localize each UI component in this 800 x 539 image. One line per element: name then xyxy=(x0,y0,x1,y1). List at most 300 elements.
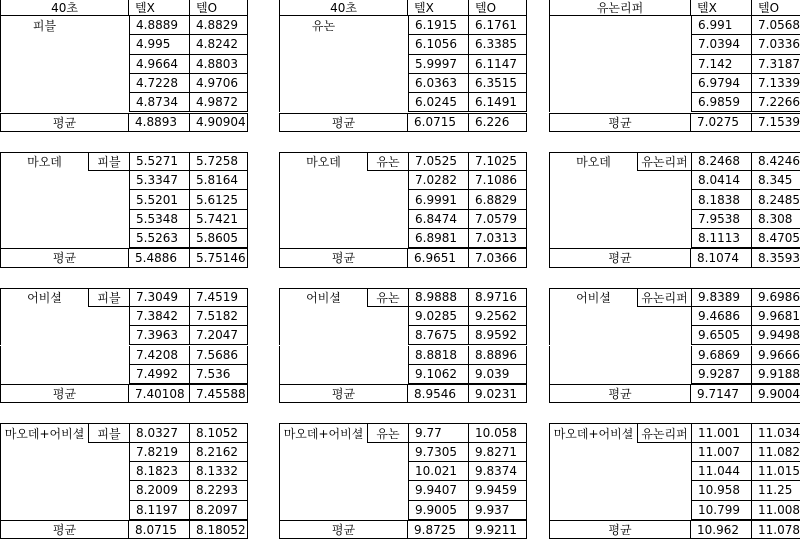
value-cell-o[interactable]: 10.058 xyxy=(469,423,527,442)
category-cell[interactable] xyxy=(0,443,88,462)
value-cell-x[interactable]: 9.1062 xyxy=(408,365,469,384)
value-cell-x[interactable]: 5.3347 xyxy=(129,171,190,190)
average-value-x[interactable]: 8.1074 xyxy=(691,248,752,267)
table-row xyxy=(0,423,248,442)
value-cell-o[interactable]: 8.9592 xyxy=(469,326,527,345)
value-cell-x[interactable]: 10.958 xyxy=(691,481,752,500)
value-cell-o[interactable]: 11.034 xyxy=(752,423,800,442)
category-cell[interactable] xyxy=(0,35,88,54)
value-cell-x[interactable]: 4.8889 xyxy=(129,16,190,35)
value-cell-o[interactable]: 7.0568 xyxy=(752,16,800,35)
sub-category-cell[interactable] xyxy=(88,326,129,345)
sub-category-cell[interactable] xyxy=(367,55,408,74)
value-cell-x[interactable]: 7.0525 xyxy=(408,152,469,171)
value-cell-o[interactable]: 5.6125 xyxy=(190,190,248,209)
sub-category-cell[interactable] xyxy=(367,307,408,326)
average-label-cell[interactable]: 평균 xyxy=(279,520,408,539)
value-cell-o[interactable]: 7.0336 xyxy=(752,35,800,54)
value-cell-o[interactable]: 7.536 xyxy=(190,365,248,384)
sub-category-cell[interactable] xyxy=(637,16,691,35)
value-cell-o[interactable]: 9.9459 xyxy=(469,481,527,500)
sub-category-cell[interactable]: 유논리퍼 xyxy=(637,423,691,442)
table-row xyxy=(549,462,800,481)
average-label-cell[interactable]: 평균 xyxy=(279,248,408,267)
category-cell[interactable] xyxy=(549,93,637,112)
sub-category-cell[interactable] xyxy=(367,501,408,520)
value-cell-x[interactable]: 10.021 xyxy=(408,462,469,481)
average-value-o[interactable]: 9.9004 xyxy=(752,384,800,403)
sub-category-cell[interactable] xyxy=(88,35,129,54)
average-value-x[interactable]: 4.8893 xyxy=(129,113,190,132)
category-cell[interactable] xyxy=(279,35,367,54)
category-cell[interactable]: 유논 xyxy=(279,16,367,35)
value-cell-x[interactable]: 5.9997 xyxy=(408,55,469,74)
header-col-x[interactable]: 텔X xyxy=(129,0,190,16)
category-cell[interactable] xyxy=(279,55,367,74)
average-value-o[interactable]: 6.226 xyxy=(469,113,527,132)
table-row xyxy=(279,365,527,384)
value-cell-x[interactable]: 7.3049 xyxy=(129,288,190,307)
category-cell[interactable] xyxy=(549,74,637,93)
value-cell-x[interactable]: 9.6505 xyxy=(691,326,752,345)
value-cell-x[interactable]: 4.8734 xyxy=(129,93,190,112)
sub-category-cell[interactable] xyxy=(88,210,129,229)
value-cell-x[interactable]: 4.7228 xyxy=(129,74,190,93)
average-label-cell[interactable]: 평균 xyxy=(549,113,691,132)
sub-category-cell[interactable] xyxy=(637,171,691,190)
value-cell-o[interactable]: 11.082 xyxy=(752,443,800,462)
value-cell-x[interactable]: 9.9407 xyxy=(408,481,469,500)
average-value-o[interactable]: 8.3593 xyxy=(752,248,800,267)
average-label-cell[interactable]: 평균 xyxy=(549,248,691,267)
value-cell-o[interactable]: 9.9498 xyxy=(752,326,800,345)
category-cell[interactable] xyxy=(279,74,367,93)
value-cell-o[interactable]: 8.345 xyxy=(752,171,800,190)
value-cell-x[interactable]: 8.0327 xyxy=(129,423,190,442)
category-cell[interactable] xyxy=(0,462,88,481)
sub-category-cell[interactable] xyxy=(88,16,129,35)
average-label-cell[interactable]: 평균 xyxy=(0,113,129,132)
sub-category-cell[interactable] xyxy=(637,443,691,462)
average-label-cell[interactable]: 평균 xyxy=(279,384,408,403)
average-label-cell[interactable]: 평균 xyxy=(0,248,129,267)
category-cell[interactable] xyxy=(279,171,367,190)
value-cell-x[interactable]: 9.4686 xyxy=(691,307,752,326)
category-cell[interactable]: 마오데+어비셜 xyxy=(279,423,367,442)
average-value-x[interactable]: 9.7147 xyxy=(691,384,752,403)
value-cell-x[interactable]: 8.1113 xyxy=(691,229,752,248)
sub-category-cell[interactable] xyxy=(88,501,129,520)
value-cell-x[interactable]: 8.1823 xyxy=(129,462,190,481)
value-cell-o[interactable]: 8.2293 xyxy=(190,481,248,500)
category-cell[interactable] xyxy=(0,365,88,384)
category-cell[interactable] xyxy=(279,346,367,365)
sub-category-cell[interactable] xyxy=(367,210,408,229)
category-cell[interactable]: 피블 xyxy=(0,16,88,35)
value-cell-o[interactable]: 6.1491 xyxy=(469,93,527,112)
value-cell-o[interactable]: 7.5686 xyxy=(190,346,248,365)
sub-category-cell[interactable] xyxy=(367,190,408,209)
header-col-o[interactable]: 텔O xyxy=(752,0,800,16)
category-cell[interactable] xyxy=(279,307,367,326)
sub-category-cell[interactable]: 유논 xyxy=(367,152,408,171)
sub-category-cell[interactable] xyxy=(367,346,408,365)
table-row xyxy=(279,462,527,481)
category-cell[interactable]: 어비셜 xyxy=(549,288,637,307)
value-cell-x[interactable]: 6.8474 xyxy=(408,210,469,229)
category-cell[interactable] xyxy=(0,190,88,209)
table-row xyxy=(0,190,248,209)
value-cell-x[interactable]: 7.0394 xyxy=(691,35,752,54)
value-cell-o[interactable]: 5.8605 xyxy=(190,229,248,248)
sub-category-cell[interactable] xyxy=(637,501,691,520)
sub-category-cell[interactable] xyxy=(637,307,691,326)
category-cell[interactable] xyxy=(549,229,637,248)
header-col-x[interactable]: 텔X xyxy=(691,0,752,16)
category-cell[interactable] xyxy=(549,307,637,326)
sub-category-cell[interactable] xyxy=(367,462,408,481)
value-cell-x[interactable]: 6.8981 xyxy=(408,229,469,248)
average-value-o[interactable]: 7.0366 xyxy=(469,248,527,267)
value-cell-x[interactable]: 8.1197 xyxy=(129,501,190,520)
value-cell-o[interactable]: 7.2266 xyxy=(752,93,800,112)
value-cell-o[interactable]: 7.2047 xyxy=(190,326,248,345)
sub-category-cell[interactable] xyxy=(637,481,691,500)
sub-category-cell[interactable] xyxy=(88,365,129,384)
category-cell[interactable] xyxy=(0,171,88,190)
sub-category-cell[interactable] xyxy=(367,171,408,190)
sub-category-cell[interactable] xyxy=(637,55,691,74)
category-cell[interactable] xyxy=(549,190,637,209)
average-row xyxy=(549,113,800,132)
category-cell[interactable] xyxy=(0,346,88,365)
value-cell-x[interactable]: 6.991 xyxy=(691,16,752,35)
average-value-o[interactable]: 11.078 xyxy=(752,520,800,539)
value-cell-x[interactable]: 8.2468 xyxy=(691,152,752,171)
sub-category-cell[interactable] xyxy=(367,443,408,462)
category-cell[interactable] xyxy=(279,210,367,229)
sub-category-cell[interactable]: 피블 xyxy=(88,152,129,171)
average-value-x[interactable]: 10.962 xyxy=(691,520,752,539)
sub-category-cell[interactable] xyxy=(637,35,691,54)
value-cell-x[interactable]: 7.0282 xyxy=(408,171,469,190)
average-value-o[interactable]: 7.45588 xyxy=(190,384,248,403)
value-cell-o[interactable]: 5.7258 xyxy=(190,152,248,171)
sub-category-cell[interactable] xyxy=(367,365,408,384)
category-cell[interactable] xyxy=(549,501,637,520)
sub-category-cell[interactable] xyxy=(367,16,408,35)
value-cell-x[interactable]: 9.6869 xyxy=(691,346,752,365)
value-cell-x[interactable]: 6.0363 xyxy=(408,74,469,93)
value-cell-o[interactable]: 7.4519 xyxy=(190,288,248,307)
average-value-x[interactable]: 5.4886 xyxy=(129,248,190,267)
average-label-cell[interactable]: 평균 xyxy=(549,384,691,403)
sub-category-cell[interactable] xyxy=(637,462,691,481)
category-cell[interactable] xyxy=(0,501,88,520)
sub-category-cell[interactable] xyxy=(637,210,691,229)
value-cell-x[interactable]: 9.9287 xyxy=(691,365,752,384)
average-value-x[interactable]: 7.40108 xyxy=(129,384,190,403)
value-cell-x[interactable]: 4.995 xyxy=(129,35,190,54)
value-cell-o[interactable]: 9.8271 xyxy=(469,443,527,462)
category-cell[interactable]: 마오데 xyxy=(0,152,88,171)
category-cell[interactable] xyxy=(549,326,637,345)
value-cell-x[interactable]: 5.5271 xyxy=(129,152,190,171)
average-label-cell[interactable]: 평균 xyxy=(0,520,129,539)
sub-category-cell[interactable] xyxy=(637,229,691,248)
average-value-x[interactable]: 9.8725 xyxy=(408,520,469,539)
category-cell[interactable] xyxy=(279,229,367,248)
header-col-o[interactable]: 텔O xyxy=(469,0,527,16)
sub-category-cell[interactable] xyxy=(88,307,129,326)
value-cell-x[interactable]: 5.5263 xyxy=(129,229,190,248)
sub-category-cell[interactable]: 유논리퍼 xyxy=(637,152,691,171)
category-cell[interactable] xyxy=(549,171,637,190)
value-cell-o[interactable]: 4.9872 xyxy=(190,93,248,112)
value-cell-o[interactable]: 9.039 xyxy=(469,365,527,384)
value-cell-x[interactable]: 8.9888 xyxy=(408,288,469,307)
category-cell[interactable] xyxy=(279,481,367,500)
average-label-cell[interactable]: 평균 xyxy=(0,384,129,403)
category-cell[interactable] xyxy=(549,55,637,74)
sub-category-cell[interactable] xyxy=(367,229,408,248)
value-cell-x[interactable]: 8.8818 xyxy=(408,346,469,365)
value-cell-x[interactable]: 5.5348 xyxy=(129,210,190,229)
sub-category-cell[interactable] xyxy=(367,326,408,345)
table-row xyxy=(0,35,248,54)
table-row xyxy=(549,288,800,307)
sub-category-cell[interactable] xyxy=(637,93,691,112)
category-cell[interactable]: 마오데 xyxy=(549,152,637,171)
value-cell-o[interactable]: 7.1086 xyxy=(469,171,527,190)
value-cell-o[interactable]: 8.1332 xyxy=(190,462,248,481)
value-cell-x[interactable]: 7.4992 xyxy=(129,365,190,384)
value-cell-o[interactable]: 7.0313 xyxy=(469,229,527,248)
value-cell-o[interactable]: 6.1761 xyxy=(469,16,527,35)
average-label-cell[interactable]: 평균 xyxy=(279,113,408,132)
value-cell-x[interactable]: 6.9859 xyxy=(691,93,752,112)
table-row xyxy=(279,443,527,462)
value-cell-o[interactable]: 4.8803 xyxy=(190,55,248,74)
average-row xyxy=(549,520,800,539)
value-cell-o[interactable]: 9.8374 xyxy=(469,462,527,481)
category-cell[interactable] xyxy=(0,229,88,248)
category-cell[interactable] xyxy=(0,307,88,326)
value-cell-o[interactable]: 8.4246 xyxy=(752,152,800,171)
sub-category-cell[interactable] xyxy=(367,481,408,500)
sub-category-cell[interactable] xyxy=(88,481,129,500)
value-cell-x[interactable]: 6.9991 xyxy=(408,190,469,209)
category-cell[interactable] xyxy=(279,365,367,384)
category-cell[interactable] xyxy=(549,35,637,54)
average-label-cell[interactable]: 평균 xyxy=(549,520,691,539)
sub-category-cell[interactable] xyxy=(88,462,129,481)
table-row xyxy=(549,93,800,112)
category-cell[interactable] xyxy=(279,443,367,462)
category-cell[interactable] xyxy=(279,190,367,209)
value-cell-x[interactable]: 7.4208 xyxy=(129,346,190,365)
header-label-cell[interactable]: 40초 xyxy=(279,0,408,16)
value-cell-o[interactable]: 4.9706 xyxy=(190,74,248,93)
value-cell-o[interactable]: 7.3187 xyxy=(752,55,800,74)
value-cell-x[interactable]: 5.5201 xyxy=(129,190,190,209)
value-cell-o[interactable]: 5.7421 xyxy=(190,210,248,229)
value-cell-o[interactable]: 8.4705 xyxy=(752,229,800,248)
category-cell[interactable] xyxy=(549,346,637,365)
value-cell-o[interactable]: 8.1052 xyxy=(190,423,248,442)
average-value-o[interactable]: 9.9211 xyxy=(469,520,527,539)
value-cell-o[interactable]: 5.8164 xyxy=(190,171,248,190)
value-cell-x[interactable]: 8.7675 xyxy=(408,326,469,345)
value-cell-x[interactable]: 6.9794 xyxy=(691,74,752,93)
value-cell-x[interactable]: 7.8219 xyxy=(129,443,190,462)
value-cell-o[interactable]: 8.2485 xyxy=(752,190,800,209)
category-cell[interactable]: 마오데+어비셜 xyxy=(549,423,637,442)
value-cell-o[interactable]: 11.015 xyxy=(752,462,800,481)
value-cell-x[interactable]: 9.77 xyxy=(408,423,469,442)
value-cell-x[interactable]: 11.007 xyxy=(691,443,752,462)
table-row xyxy=(549,443,800,462)
category-cell[interactable] xyxy=(549,16,637,35)
sub-category-cell[interactable] xyxy=(88,190,129,209)
value-cell-o[interactable]: 7.5182 xyxy=(190,307,248,326)
category-cell[interactable] xyxy=(279,462,367,481)
header-col-x[interactable]: 텔X xyxy=(408,0,469,16)
value-cell-o[interactable]: 8.9716 xyxy=(469,288,527,307)
average-value-x[interactable]: 6.9651 xyxy=(408,248,469,267)
sub-category-cell[interactable]: 유논 xyxy=(367,423,408,442)
value-cell-o[interactable]: 7.1339 xyxy=(752,74,800,93)
table-row xyxy=(549,501,800,520)
average-value-o[interactable]: 8.18052 xyxy=(190,520,248,539)
value-cell-x[interactable]: 6.0245 xyxy=(408,93,469,112)
value-cell-o[interactable]: 11.25 xyxy=(752,481,800,500)
value-cell-x[interactable]: 7.142 xyxy=(691,55,752,74)
value-cell-o[interactable]: 7.0579 xyxy=(469,210,527,229)
sub-category-cell[interactable] xyxy=(88,74,129,93)
category-cell[interactable] xyxy=(279,326,367,345)
value-cell-o[interactable]: 9.6986 xyxy=(752,288,800,307)
category-cell[interactable] xyxy=(0,481,88,500)
category-cell[interactable] xyxy=(549,481,637,500)
category-cell[interactable]: 마오데+어비셜 xyxy=(0,423,88,442)
header-label-cell[interactable]: 40초 xyxy=(0,0,129,16)
average-value-o[interactable]: 4.90904 xyxy=(190,113,248,132)
value-cell-x[interactable]: 9.7305 xyxy=(408,443,469,462)
table-row xyxy=(279,55,527,74)
value-cell-o[interactable]: 8.2162 xyxy=(190,443,248,462)
value-cell-o[interactable]: 11.008 xyxy=(752,501,800,520)
value-cell-x[interactable]: 6.1056 xyxy=(408,35,469,54)
value-cell-x[interactable]: 9.0285 xyxy=(408,307,469,326)
average-value-x[interactable]: 7.0275 xyxy=(691,113,752,132)
sub-category-cell[interactable] xyxy=(367,35,408,54)
average-value-x[interactable]: 8.0715 xyxy=(129,520,190,539)
sub-category-cell[interactable] xyxy=(637,190,691,209)
category-cell[interactable] xyxy=(0,326,88,345)
sub-category-cell[interactable]: 유논 xyxy=(367,288,408,307)
category-cell[interactable] xyxy=(0,210,88,229)
sub-category-cell[interactable] xyxy=(367,93,408,112)
category-cell[interactable] xyxy=(279,501,367,520)
average-value-o[interactable]: 5.75146 xyxy=(190,248,248,267)
value-cell-x[interactable]: 7.3842 xyxy=(129,307,190,326)
value-cell-x[interactable]: 4.9664 xyxy=(129,55,190,74)
table-row xyxy=(279,346,527,365)
value-cell-o[interactable]: 9.9666 xyxy=(752,346,800,365)
value-cell-o[interactable]: 4.8242 xyxy=(190,35,248,54)
value-cell-x[interactable]: 8.0414 xyxy=(691,171,752,190)
value-cell-o[interactable]: 8.8896 xyxy=(469,346,527,365)
value-cell-o[interactable]: 8.2097 xyxy=(190,501,248,520)
category-cell[interactable] xyxy=(549,443,637,462)
value-cell-x[interactable]: 7.3963 xyxy=(129,326,190,345)
value-cell-o[interactable]: 8.308 xyxy=(752,210,800,229)
category-cell[interactable]: 어비셜 xyxy=(0,288,88,307)
category-cell[interactable] xyxy=(0,93,88,112)
value-cell-o[interactable]: 6.8829 xyxy=(469,190,527,209)
value-cell-o[interactable]: 6.3385 xyxy=(469,35,527,54)
value-cell-o[interactable]: 9.2562 xyxy=(469,307,527,326)
value-cell-x[interactable]: 6.1915 xyxy=(408,16,469,35)
category-cell[interactable] xyxy=(549,462,637,481)
sub-category-cell[interactable]: 피블 xyxy=(88,288,129,307)
sub-category-cell[interactable] xyxy=(637,365,691,384)
category-cell[interactable] xyxy=(0,55,88,74)
average-value-o[interactable]: 9.0231 xyxy=(469,384,527,403)
category-cell[interactable] xyxy=(549,210,637,229)
value-cell-o[interactable]: 4.8829 xyxy=(190,16,248,35)
sub-category-cell[interactable] xyxy=(88,229,129,248)
value-cell-x[interactable]: 8.1838 xyxy=(691,190,752,209)
value-cell-x[interactable]: 10.799 xyxy=(691,501,752,520)
sub-category-cell[interactable]: 유논리퍼 xyxy=(637,288,691,307)
sub-category-cell[interactable] xyxy=(88,443,129,462)
average-value-o[interactable]: 7.1539 xyxy=(752,113,800,132)
value-cell-x[interactable]: 7.9538 xyxy=(691,210,752,229)
value-cell-o[interactable]: 7.1025 xyxy=(469,152,527,171)
value-cell-o[interactable]: 9.937 xyxy=(469,501,527,520)
value-cell-o[interactable]: 6.1147 xyxy=(469,55,527,74)
sub-category-cell[interactable] xyxy=(637,346,691,365)
sub-category-cell[interactable] xyxy=(88,171,129,190)
sub-category-cell[interactable] xyxy=(637,74,691,93)
category-cell[interactable] xyxy=(0,74,88,93)
sub-category-cell[interactable] xyxy=(637,326,691,345)
sub-category-cell[interactable]: 피블 xyxy=(88,423,129,442)
value-cell-o[interactable]: 9.9681 xyxy=(752,307,800,326)
value-cell-x[interactable]: 9.8389 xyxy=(691,288,752,307)
value-cell-o[interactable]: 9.9188 xyxy=(752,365,800,384)
category-cell[interactable]: 어비셜 xyxy=(279,288,367,307)
category-cell[interactable] xyxy=(279,93,367,112)
category-cell[interactable]: 마오데 xyxy=(279,152,367,171)
value-cell-x[interactable]: 9.9005 xyxy=(408,501,469,520)
value-cell-o[interactable]: 6.3515 xyxy=(469,74,527,93)
category-cell[interactable] xyxy=(549,365,637,384)
header-col-o[interactable]: 텔O xyxy=(190,0,248,16)
sub-category-cell[interactable] xyxy=(88,346,129,365)
sub-category-cell[interactable] xyxy=(88,55,129,74)
value-cell-x[interactable]: 8.2009 xyxy=(129,481,190,500)
header-label-cell[interactable]: 유논리퍼 xyxy=(549,0,691,16)
average-value-x[interactable]: 6.0715 xyxy=(408,113,469,132)
average-value-x[interactable]: 8.9546 xyxy=(408,384,469,403)
value-cell-x[interactable]: 11.001 xyxy=(691,423,752,442)
value-cell-x[interactable]: 11.044 xyxy=(691,462,752,481)
sub-category-cell[interactable] xyxy=(367,74,408,93)
sub-category-cell[interactable] xyxy=(88,93,129,112)
